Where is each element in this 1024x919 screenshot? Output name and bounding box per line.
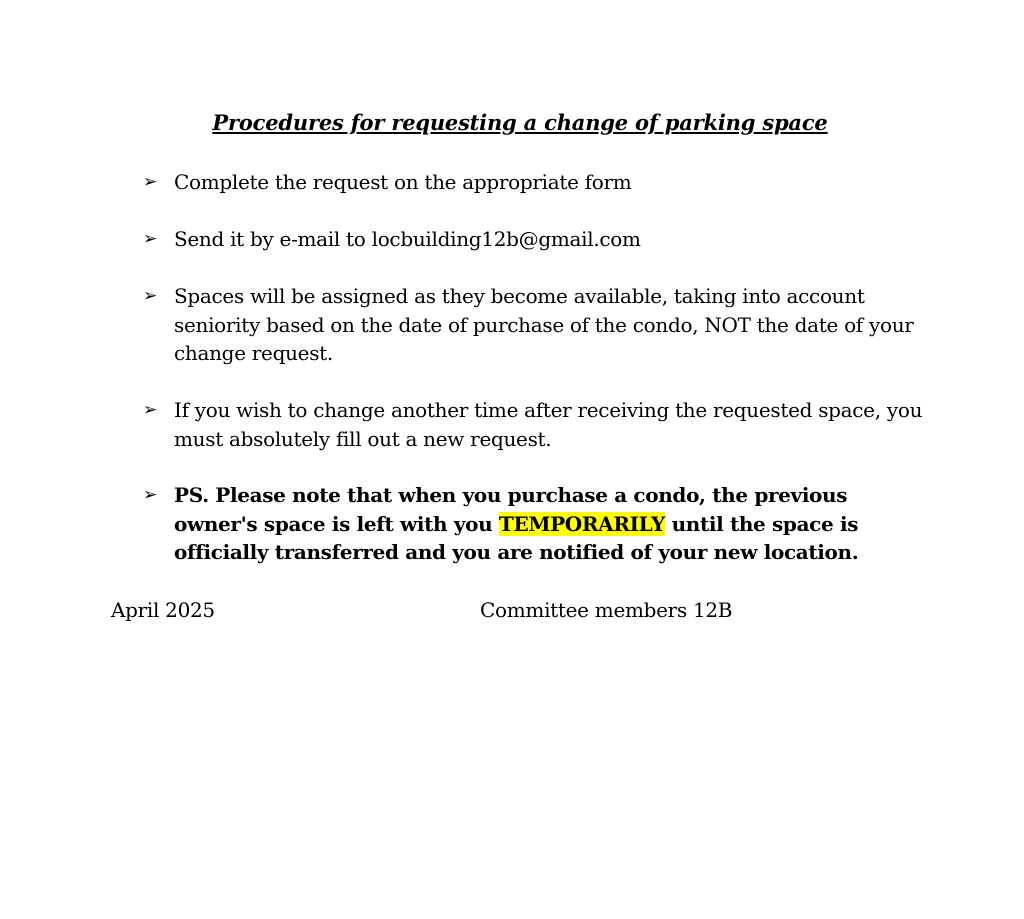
ps-note xyxy=(143,481,923,567)
footer-date: April 2025 xyxy=(111,598,215,622)
list-item xyxy=(143,396,923,453)
arrow-bullet-icon: ➢ xyxy=(143,400,158,420)
list-item-text: Spaces will be assigned as they become available, taking into account seniority based on the date of purchase of the condo, NOT the date of your change request. xyxy=(174,284,914,365)
list-item xyxy=(143,168,923,197)
ps-note-end: until the space is officially transferred and you are notified of your new location. xyxy=(174,511,859,564)
list-item-text: Send it by e-mail to locbuilding12b@gmail.com xyxy=(174,227,641,251)
arrow-bullet-icon: ➢ xyxy=(143,172,158,192)
arrow-bullet-icon: ➢ xyxy=(143,286,158,306)
list-item-text: Complete the request on the appropriate form xyxy=(174,170,632,194)
highlighted-word: TEMPORARILY xyxy=(498,511,665,536)
document-title: Procedures for requesting a change of parking space xyxy=(212,110,828,135)
list-item xyxy=(143,282,923,368)
footer-signature: Committee members 12B xyxy=(480,598,733,622)
ps-note-start: PS. Please note that when you purchase a condo, the previous owner's space is left with you xyxy=(174,483,848,536)
list-item-text: If you wish to change another time after receiving the requested space, you must absolutely fill out a new request. xyxy=(174,398,923,451)
ps-note-text xyxy=(174,481,923,567)
arrow-bullet-icon: ➢ xyxy=(143,229,158,249)
list-item xyxy=(143,225,923,254)
arrow-bullet-icon: ➢ xyxy=(143,485,158,505)
